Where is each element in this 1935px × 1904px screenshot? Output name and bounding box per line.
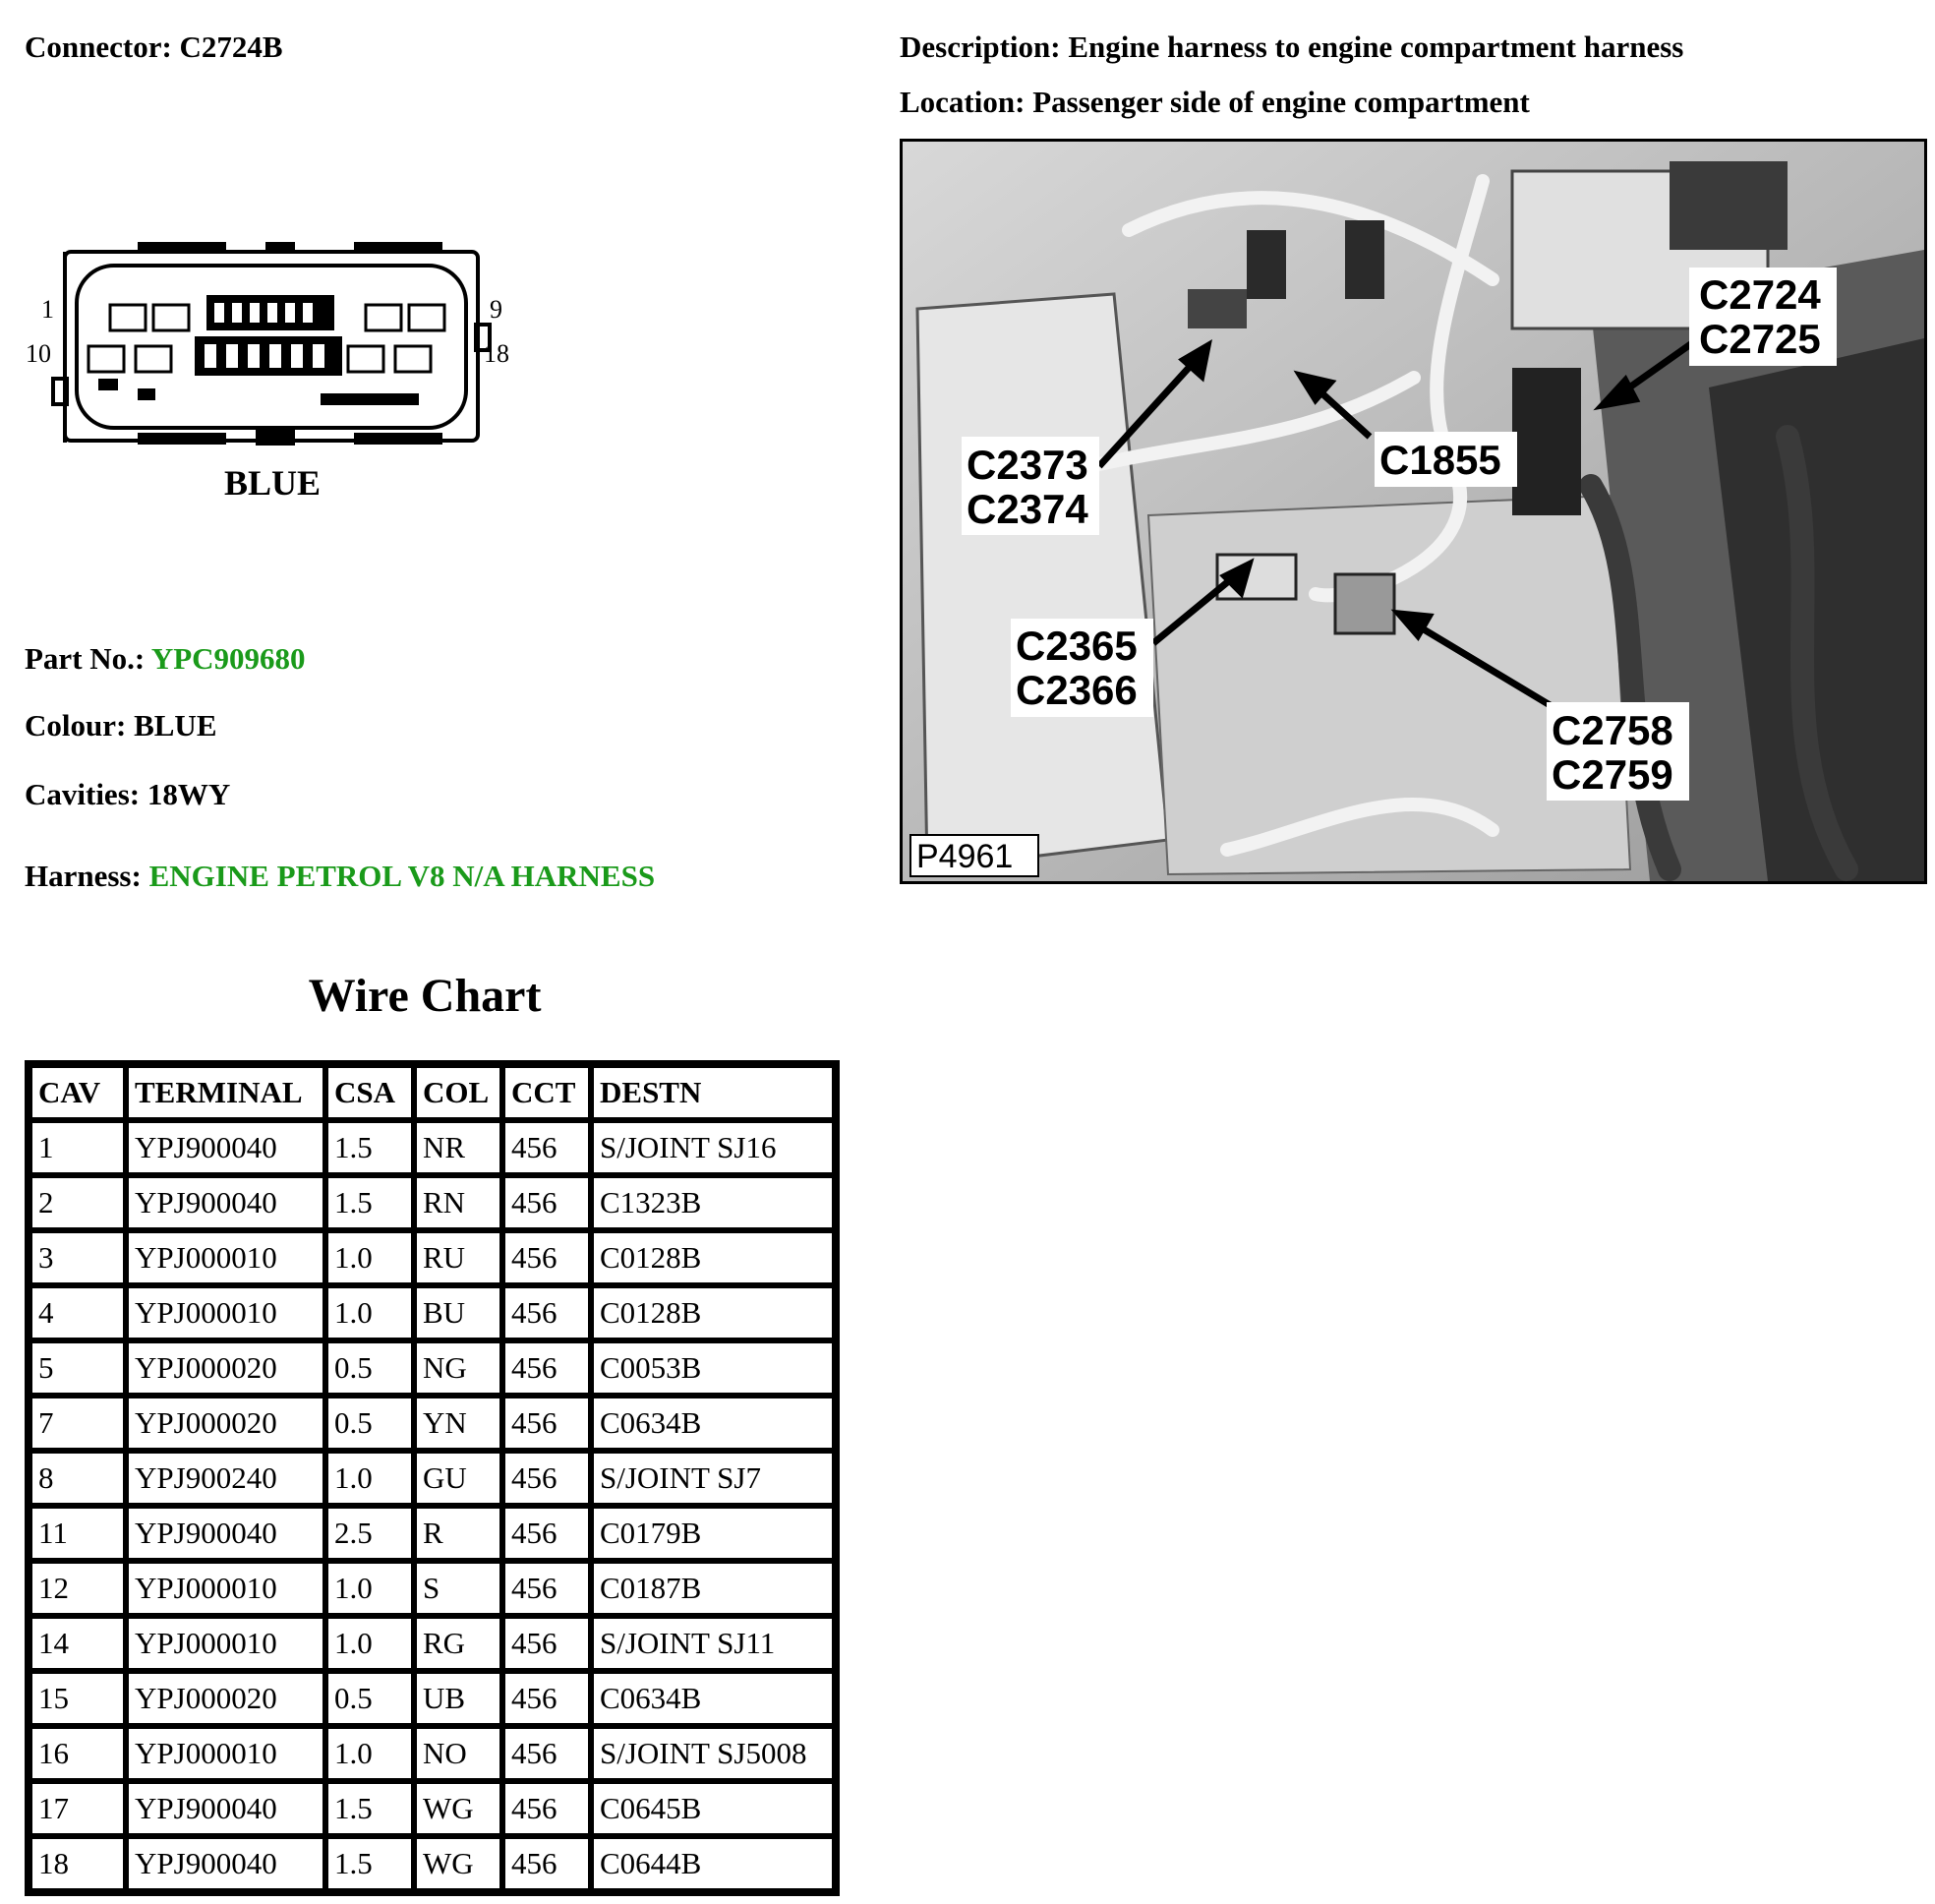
- cell-cav: 8: [29, 1451, 126, 1506]
- cell-destn: C0187B: [591, 1561, 835, 1616]
- part-no-link[interactable]: YPC909680: [150, 641, 306, 676]
- cell-csa: 0.5: [325, 1340, 414, 1396]
- header-cav: CAV: [29, 1065, 126, 1120]
- wire-chart-title: Wire Chart: [308, 970, 542, 1022]
- table-row: [29, 1285, 835, 1340]
- colour-value: BLUE: [134, 708, 217, 743]
- cavities-label: Cavities:: [25, 777, 141, 811]
- cell-cct: 456: [502, 1451, 591, 1506]
- cell-cav: 2: [29, 1175, 126, 1230]
- table-row: [29, 1451, 835, 1506]
- table-row: [29, 1340, 835, 1396]
- cell-csa: 0.5: [325, 1396, 414, 1451]
- cell-terminal: YPJ000010: [126, 1726, 325, 1781]
- cell-col: S: [414, 1561, 502, 1616]
- cell-csa: 1.5: [325, 1175, 414, 1230]
- cell-cct: 456: [502, 1340, 591, 1396]
- engine-bay-illustration: [903, 142, 1924, 881]
- harness-link[interactable]: ENGINE PETROL V8 N/A HARNESS: [148, 859, 656, 893]
- cell-col: NG: [414, 1340, 502, 1396]
- description-value: Engine harness to engine compartment harness: [1068, 30, 1684, 64]
- cell-col: UB: [414, 1671, 502, 1726]
- cell-cav: 16: [29, 1726, 126, 1781]
- cell-terminal: YPJ000020: [126, 1396, 325, 1451]
- cell-csa: 1.0: [325, 1230, 414, 1285]
- table-row: [29, 1781, 835, 1836]
- cavities-value: 18WY: [147, 777, 231, 811]
- description-label: Description:: [900, 30, 1061, 64]
- description-line: [900, 30, 1683, 65]
- cell-cav: 4: [29, 1285, 126, 1340]
- cell-csa: 2.5: [325, 1506, 414, 1561]
- pin-18-label: 18: [484, 339, 509, 368]
- pin-1-label: 1: [41, 295, 54, 324]
- table-header-row: [29, 1065, 835, 1120]
- cell-cct: 456: [502, 1561, 591, 1616]
- location-photo: [900, 139, 1927, 884]
- connector-line: [25, 30, 283, 65]
- callout-c2725: C2725: [1699, 316, 1821, 362]
- callout-c2366: C2366: [1016, 667, 1138, 713]
- callout-c2373: C2373: [967, 442, 1088, 488]
- cell-cct: 456: [502, 1230, 591, 1285]
- cell-destn: C0053B: [591, 1340, 835, 1396]
- diagram-colour-label: BLUE: [224, 463, 322, 503]
- cell-col: RN: [414, 1175, 502, 1230]
- cell-col: RU: [414, 1230, 502, 1285]
- connector-face-diagram: [20, 236, 531, 511]
- cell-cct: 456: [502, 1616, 591, 1671]
- cell-cct: 456: [502, 1671, 591, 1726]
- cell-terminal: YPJ000010: [126, 1561, 325, 1616]
- cell-cav: 15: [29, 1671, 126, 1726]
- cell-cct: 456: [502, 1836, 591, 1891]
- cell-cav: 1: [29, 1120, 126, 1175]
- cell-col: NO: [414, 1726, 502, 1781]
- cell-cav: 7: [29, 1396, 126, 1451]
- cell-terminal: YPJ000010: [126, 1616, 325, 1671]
- cavities-line: [25, 777, 230, 812]
- cell-terminal: YPJ900040: [126, 1120, 325, 1175]
- cell-csa: 0.5: [325, 1671, 414, 1726]
- table-row: [29, 1506, 835, 1561]
- cell-col: RG: [414, 1616, 502, 1671]
- callout-c2758: C2758: [1552, 707, 1673, 753]
- harness-label: Harness:: [25, 859, 142, 893]
- cell-col: WG: [414, 1781, 502, 1836]
- colour-line: [25, 708, 217, 744]
- cell-destn: C0128B: [591, 1285, 835, 1340]
- cell-destn: C0634B: [591, 1396, 835, 1451]
- cell-terminal: YPJ000010: [126, 1285, 325, 1340]
- table-row: [29, 1726, 835, 1781]
- cell-cct: 456: [502, 1285, 591, 1340]
- colour-label: Colour:: [25, 708, 127, 743]
- cell-terminal: YPJ000020: [126, 1340, 325, 1396]
- cell-cct: 456: [502, 1506, 591, 1561]
- cell-destn: S/JOINT SJ16: [591, 1120, 835, 1175]
- cell-cct: 456: [502, 1120, 591, 1175]
- header-destn: DESTN: [591, 1065, 835, 1120]
- location-value: Passenger side of engine compartment: [1032, 85, 1530, 119]
- part-no-label: Part No.:: [25, 641, 146, 676]
- table-row: [29, 1561, 835, 1616]
- wire-chart-body: [29, 1120, 835, 1891]
- callout-c2724: C2724: [1699, 271, 1821, 318]
- table-row: [29, 1616, 835, 1671]
- cell-destn: C0645B: [591, 1781, 835, 1836]
- cell-terminal: YPJ900040: [126, 1175, 325, 1230]
- cell-col: WG: [414, 1836, 502, 1891]
- cell-cav: 5: [29, 1340, 126, 1396]
- pin-10-label: 10: [26, 339, 51, 368]
- cell-destn: S/JOINT SJ5008: [591, 1726, 835, 1781]
- cell-csa: 1.5: [325, 1120, 414, 1175]
- cell-terminal: YPJ900040: [126, 1836, 325, 1891]
- cell-destn: C0179B: [591, 1506, 835, 1561]
- cell-csa: 1.0: [325, 1561, 414, 1616]
- connector-label: Connector:: [25, 30, 172, 64]
- header-cct: CCT: [502, 1065, 591, 1120]
- cell-csa: 1.0: [325, 1451, 414, 1506]
- cell-cav: 17: [29, 1781, 126, 1836]
- location-line: [900, 85, 1530, 120]
- cell-col: YN: [414, 1396, 502, 1451]
- callout-c2374: C2374: [967, 486, 1088, 532]
- table-row: [29, 1396, 835, 1451]
- header-col: COL: [414, 1065, 502, 1120]
- cell-cav: 14: [29, 1616, 126, 1671]
- cell-destn: C0644B: [591, 1836, 835, 1891]
- cell-cct: 456: [502, 1396, 591, 1451]
- cell-cav: 3: [29, 1230, 126, 1285]
- cell-terminal: YPJ900240: [126, 1451, 325, 1506]
- cell-cct: 456: [502, 1726, 591, 1781]
- table-row: [29, 1230, 835, 1285]
- cell-col: R: [414, 1506, 502, 1561]
- table-row: [29, 1836, 835, 1891]
- table-row: [29, 1175, 835, 1230]
- connector-value: C2724B: [179, 30, 283, 64]
- table-row: [29, 1671, 835, 1726]
- photo-id: P4961: [916, 838, 1014, 875]
- cell-terminal: YPJ000010: [126, 1230, 325, 1285]
- cell-destn: S/JOINT SJ7: [591, 1451, 835, 1506]
- cell-destn: C1323B: [591, 1175, 835, 1230]
- location-label: Location:: [900, 85, 1026, 119]
- cell-cct: 456: [502, 1175, 591, 1230]
- cell-csa: 1.0: [325, 1285, 414, 1340]
- callout-c2365: C2365: [1016, 623, 1138, 669]
- cell-csa: 1.0: [325, 1726, 414, 1781]
- harness-line: [25, 859, 655, 894]
- cell-cav: 12: [29, 1561, 126, 1616]
- cell-cct: 456: [502, 1781, 591, 1836]
- callout-c1855: C1855: [1379, 437, 1501, 483]
- callout-c2759: C2759: [1552, 751, 1673, 798]
- cell-cav: 18: [29, 1836, 126, 1891]
- cell-terminal: YPJ000020: [126, 1671, 325, 1726]
- cell-csa: 1.0: [325, 1616, 414, 1671]
- header-csa: CSA: [325, 1065, 414, 1120]
- pin-9-label: 9: [490, 295, 502, 324]
- wire-chart-table: [25, 1060, 840, 1896]
- cell-col: NR: [414, 1120, 502, 1175]
- cell-destn: C0128B: [591, 1230, 835, 1285]
- cell-col: GU: [414, 1451, 502, 1506]
- table-row: [29, 1120, 835, 1175]
- cell-terminal: YPJ900040: [126, 1781, 325, 1836]
- cell-csa: 1.5: [325, 1836, 414, 1891]
- cell-csa: 1.5: [325, 1781, 414, 1836]
- cell-terminal: YPJ900040: [126, 1506, 325, 1561]
- header-terminal: TERMINAL: [126, 1065, 325, 1120]
- cell-col: BU: [414, 1285, 502, 1340]
- part-no-line: [25, 641, 306, 677]
- cell-destn: C0634B: [591, 1671, 835, 1726]
- cell-destn: S/JOINT SJ11: [591, 1616, 835, 1671]
- cell-cav: 11: [29, 1506, 126, 1561]
